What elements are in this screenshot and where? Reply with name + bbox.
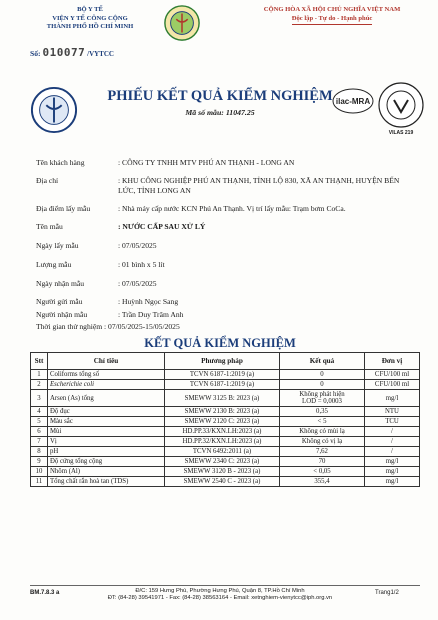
footer-divider — [30, 585, 420, 586]
address-value: : KHU CÔNG NGHIỆP PHÚ AN THẠNH, TỈNH LỘ 830, XÃ AN THẠNH, HUYỆN BẾN LỨC, TỈNH LONG AN — [118, 176, 400, 195]
row-parameter: Màu sắc — [48, 417, 165, 427]
footer-phone-email: ĐT: (84-28) 39541971 - Fax: (84-28) 38563164 - Email: xetnghiem-vienytcc@iph.org.vn — [107, 595, 333, 602]
col-header-unit: Đơn vị — [365, 353, 420, 370]
national-header — [232, 6, 432, 25]
document-number — [30, 46, 114, 59]
row-method: TCVN 6187-1:2019 (a) — [165, 370, 280, 380]
table-row — [31, 380, 420, 390]
row-method: TCVN 6492:2011 (a) — [165, 447, 280, 457]
test-time: Thời gian thử nghiệm : 07/05/2025-15/05/2025 — [36, 322, 180, 331]
row-stt: 1 — [31, 370, 48, 380]
row-result: < 5 — [280, 417, 365, 427]
ministry-name: BỘ Y TẾ — [77, 6, 103, 13]
table-header-row — [31, 353, 420, 370]
row-unit: CFU/100 ml — [365, 380, 420, 390]
row-stt: 11 — [31, 477, 48, 487]
row-unit: / — [365, 427, 420, 437]
svg-text:ilac-MRA: ilac-MRA — [335, 97, 371, 106]
table-row — [31, 407, 420, 417]
col-header-method: Phương pháp — [165, 353, 280, 370]
table-row — [31, 370, 420, 380]
row-result: Không có vị lạ — [280, 437, 365, 447]
document-number-suffix: /VYTCC — [87, 50, 114, 58]
row-unit: mg/l — [365, 390, 420, 407]
row-unit: mg/l — [365, 457, 420, 467]
table-row — [31, 467, 420, 477]
national-name: CỘNG HÒA XÃ HỘI CHỦ NGHĨA VIỆT NAM — [263, 6, 401, 13]
row-stt: 2 — [31, 380, 48, 390]
row-method: SMEWW 2120 C: 2023 (a) — [165, 417, 280, 427]
row-unit: mg/l — [365, 477, 420, 487]
sample-name-value: : NƯỚC CẤP SAU XỬ LÝ — [118, 222, 206, 231]
row-stt: 8 — [31, 447, 48, 457]
table-row — [31, 457, 420, 467]
institute-seal-icon — [30, 86, 78, 134]
row-result: 355,4 — [280, 477, 365, 487]
ilac-mra-logo-icon — [331, 86, 375, 116]
sample-name-label: Tên mẫu — [36, 222, 63, 231]
address-label: Địa chỉ — [36, 176, 59, 185]
col-header-parameter: Chỉ tiêu — [48, 353, 165, 370]
institute-header — [20, 6, 160, 32]
row-result: < 0,05 — [280, 467, 365, 477]
row-result: 0 — [280, 380, 365, 390]
receiver-value: : Trần Duy Trâm Anh — [118, 310, 184, 319]
sampling-date-value: : 07/05/2025 — [118, 241, 157, 250]
sender-label: Người gửi mẫu — [36, 297, 83, 306]
report-title: PHIẾU KẾT QUẢ KIỂM NGHIỆM — [107, 88, 333, 104]
vilas-caption: VILAS 219 — [388, 130, 414, 136]
row-method: SMEWW 2130 B: 2023 (a) — [165, 407, 280, 417]
row-method: SMEWW 3125 B: 2023 (a) — [165, 390, 280, 407]
row-parameter: Độ cứng tổng cộng — [48, 457, 165, 467]
table-row — [31, 427, 420, 437]
row-parameter: Mùi — [48, 427, 165, 437]
form-code: BM.7.8.3 a — [30, 590, 60, 596]
received-date-value: : 07/05/2025 — [118, 279, 157, 288]
sender-value: : Huỳnh Ngọc Sang — [118, 297, 179, 306]
row-result: 7,62 — [280, 447, 365, 457]
sample-quantity-label: Lượng mẫu — [36, 260, 72, 269]
row-method: SMEWW 2340 C: 2023 (a) — [165, 457, 280, 467]
table-row — [31, 390, 420, 407]
row-parameter: Độ đục — [48, 407, 165, 417]
row-parameter: pH — [48, 447, 165, 457]
row-method: TCVN 6187-1:2019 (a) — [165, 380, 280, 390]
row-method: HD.PP.32/KXN.LH:2023 (a) — [165, 437, 280, 447]
row-parameter: Vị — [48, 437, 165, 447]
row-parameter: Coliforms tổng số — [48, 370, 165, 380]
row-stt: 5 — [31, 417, 48, 427]
row-stt: 10 — [31, 467, 48, 477]
document-number-value: 010077 — [42, 46, 86, 59]
row-result: 70 — [280, 457, 365, 467]
row-result: 0,35 — [280, 407, 365, 417]
institute-name: VIỆN Y TẾ CÔNG CỘNG — [52, 14, 128, 22]
institute-emblem-icon — [163, 4, 201, 42]
row-unit: / — [365, 437, 420, 447]
row-parameter: Escherichie coli — [48, 380, 165, 390]
row-parameter: Tổng chất rắn hoà tan (TDS) — [48, 477, 165, 487]
row-method: HD.PP.33/KXN.LH:2023 (a) — [165, 427, 280, 437]
table-row — [31, 437, 420, 447]
row-stt: 9 — [31, 457, 48, 467]
footer-contact — [70, 588, 370, 603]
customer-name-label: Tên khách hàng — [36, 158, 85, 167]
row-unit: CFU/100 ml — [365, 370, 420, 380]
page-number: Trang1/2 — [375, 590, 399, 596]
table-row — [31, 417, 420, 427]
row-result: Không có mùi lạ — [280, 427, 365, 437]
row-stt: 4 — [31, 407, 48, 417]
received-date-label: Ngày nhận mẫu — [36, 279, 85, 288]
table-row — [31, 477, 420, 487]
results-title: KẾT QUẢ KIỂM NGHIỆM — [144, 336, 296, 350]
row-parameter: Arsen (As) tổng — [48, 390, 165, 407]
row-method: SMEWW 3120 B - 2023 (a) — [165, 467, 280, 477]
customer-name-value: : CÔNG TY TNHH MTV PHÚ AN THẠNH - LONG AN — [118, 158, 295, 167]
sampling-date-label: Ngày lấy mẫu — [36, 241, 79, 250]
sampling-site-label: Địa điểm lấy mẫu — [36, 204, 91, 213]
row-result: Không phát hiện LOD = 0,0003 — [280, 390, 365, 407]
document-number-label: Số: — [30, 49, 41, 58]
sampling-site-value: : Nhà máy cấp nước KCN Phú An Thạnh. Vị trí lấy mẫu: Trạm bơm CoCa. — [118, 204, 346, 213]
table-row — [31, 447, 420, 457]
row-parameter: Nhôm (Al) — [48, 467, 165, 477]
row-result: 0 — [280, 370, 365, 380]
row-stt: 6 — [31, 427, 48, 437]
row-method: SMEWW 2540 C - 2023 (a) — [165, 477, 280, 487]
row-stt: 3 — [31, 390, 48, 407]
institute-city: THÀNH PHỐ HỒ CHÍ MINH — [46, 23, 134, 30]
sample-code: Mã số mẫu: 11047.25 — [185, 108, 255, 117]
receiver-label: Người nhận mẫu — [36, 310, 88, 319]
footer-address: Đ/C: 159 Hưng Phú, Phường Hưng Phú, Quận 8, TP.Hồ Chí Minh — [135, 588, 305, 594]
row-unit: mg/l — [365, 467, 420, 477]
row-stt: 7 — [31, 437, 48, 447]
row-unit: / — [365, 447, 420, 457]
row-unit: TCU — [365, 417, 420, 427]
row-unit: NTU — [365, 407, 420, 417]
results-table — [30, 352, 420, 487]
vilas-logo-icon — [376, 80, 426, 130]
col-header-stt: Stt — [31, 353, 48, 370]
national-motto: Độc lập - Tự do - Hạnh phúc — [292, 15, 373, 26]
col-header-result: Kết quả — [280, 353, 365, 370]
sample-quantity-value: : 01 bình x 5 lít — [118, 260, 165, 269]
